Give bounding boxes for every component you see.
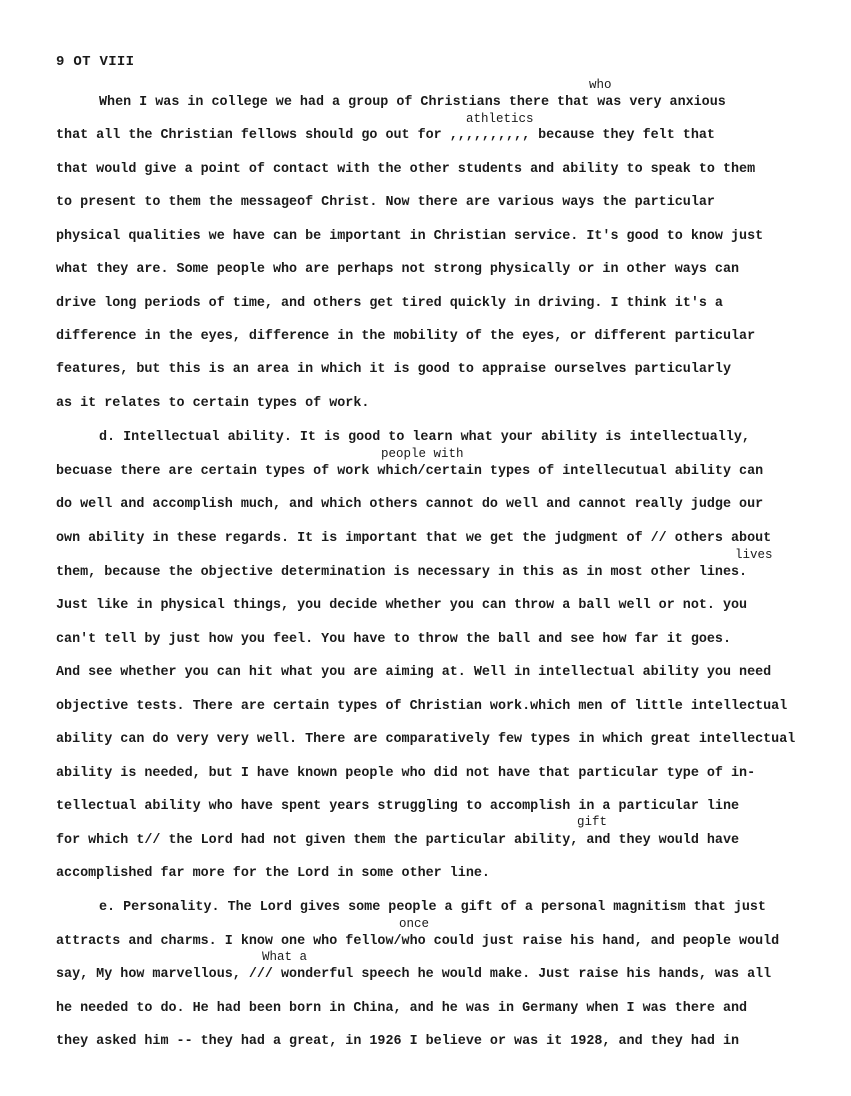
text-line: accomplished far more for the Lord in some other line. <box>56 866 490 881</box>
insertion-who: who <box>589 78 612 92</box>
text-line: Just like in physical things, you decide whether you can throw a ball well or not. you <box>56 598 748 613</box>
text-line: for which t// the Lord had not given them the particular ability, and they would have <box>56 833 740 848</box>
text-line: physical qualities we have can be important in Christian service. It's good to know just <box>56 229 764 244</box>
insertion-lives: lives <box>735 548 773 562</box>
insertion-once: once <box>399 917 430 931</box>
text-line: e. Personality. The Lord gives some people a gift of a personal magnitism that just <box>99 900 766 915</box>
text-line: do well and accomplish much, and which others cannot do well and cannot really judge our <box>56 497 764 512</box>
text-line: becuase there are certain types of work which/certain types of intellecutual ability can <box>56 464 764 479</box>
text-line: When I was in college we had a group of Christians there that was very anxious <box>99 95 726 110</box>
text-line: he needed to do. He had been born in China, and he was in Germany when I was there and <box>56 1001 748 1016</box>
text-line: features, but this is an area in which it is good to appraise ourselves particularly <box>56 362 731 377</box>
text-line: tellectual ability who have spent years struggling to accomplish in a particular line <box>56 799 740 814</box>
text-line: what they are. Some people who are perhaps not strong physically or in other ways can <box>56 262 740 277</box>
text-line: to present to them the messageof Christ. Now there are various ways the particular <box>56 195 715 210</box>
text-line: And see whether you can hit what you are aiming at. Well in intellectual ability you need <box>56 665 772 680</box>
text-line: attracts and charms. I know one who fellow/who could just raise his hand, and people would <box>56 934 780 949</box>
text-line: they asked him -- they had a great, in 1926 I believe or was it 1928, and they had in <box>56 1034 740 1049</box>
text-line: that would give a point of contact with the other students and ability to speak to them <box>56 162 756 177</box>
text-line: that all the Christian fellows should go out for ,,,,,,,,,, because they felt that <box>56 128 715 143</box>
insertion-people-with: people with <box>381 447 464 461</box>
text-line: as it relates to certain types of work. <box>56 396 370 411</box>
text-line: d. Intellectual ability. It is good to learn what your ability is intellectually, <box>99 430 750 445</box>
text-line: them, because the objective determination is necessary in this as in most other lines. <box>56 565 748 580</box>
text-line: ability is needed, but I have known people who did not have that particular type of in- <box>56 766 756 781</box>
text-line: can't tell by just how you feel. You have to throw the ball and see how far it goes. <box>56 632 731 647</box>
text-line: say, My how marvellous, /// wonderful speech he would make. Just raise his hands, was all <box>56 967 772 982</box>
page-header: 9 OT VIII <box>56 54 135 70</box>
text-line: ability can do very very well. There are comparatively few types in which great intellectual <box>56 732 796 747</box>
insertion-what-a: What a <box>262 950 308 964</box>
insertion-gift: gift <box>577 815 608 829</box>
text-line: difference in the eyes, difference in the mobility of the eyes, or different particular <box>56 329 756 344</box>
text-line: drive long periods of time, and others get tired quickly in driving. I think it's a <box>56 296 723 311</box>
text-line: objective tests. There are certain types of Christian work.which men of little intellectual <box>56 699 788 714</box>
insertion-athletics: athletics <box>466 112 534 126</box>
text-line: own ability in these regards. It is important that we get the judgment of // others about <box>56 531 772 546</box>
